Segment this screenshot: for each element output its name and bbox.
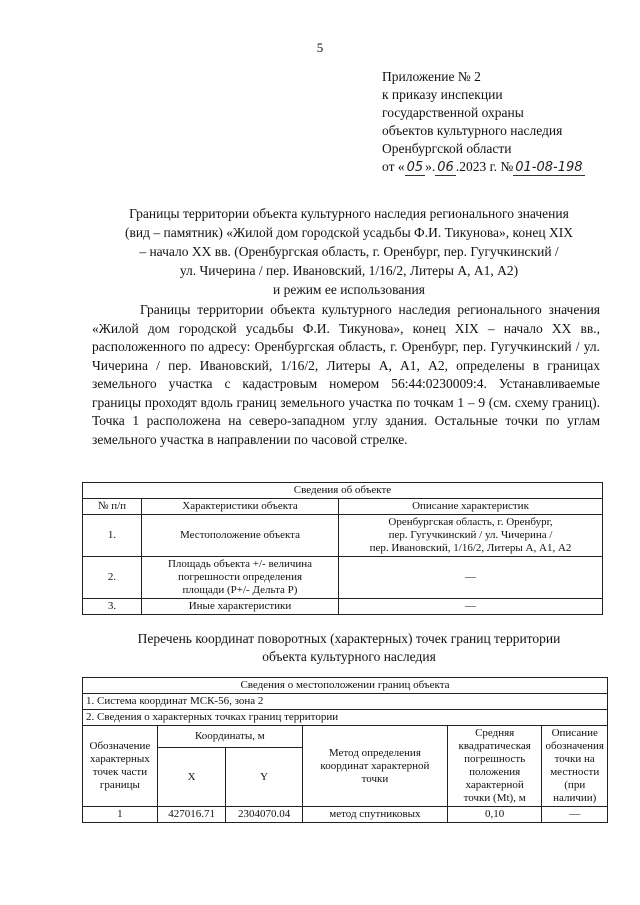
header-description <box>542 726 608 807</box>
column-header: Характеристики объекта <box>142 499 339 515</box>
row-description: — <box>339 557 603 599</box>
header-line: Описание <box>551 727 598 739</box>
table-row <box>83 807 608 823</box>
header-coordinates: Координаты, м <box>157 726 302 748</box>
header-point <box>83 726 158 807</box>
header-line: погрешность <box>464 753 526 765</box>
row-number: 1. <box>83 515 142 557</box>
row-number: 3. <box>83 599 142 615</box>
section-row: 2. Сведения о характерных точках границ территории <box>83 710 608 726</box>
appendix-line: объектов культурного наследия <box>382 123 563 138</box>
description-line: пер. Ивановский, 1/16/2, Литеры А, А1, А2 <box>369 542 572 554</box>
handwritten-month: 06 <box>437 160 454 175</box>
row-description <box>339 515 603 557</box>
header-y: Y <box>226 748 303 807</box>
header-line: местности <box>550 766 600 778</box>
header-line: обозначения <box>545 740 604 752</box>
cell-error: 0,10 <box>447 807 542 823</box>
heading-line: объекта культурного наследия <box>262 649 436 664</box>
appendix-line: Приложение № 2 <box>382 69 481 84</box>
title-line: и режим ее использования <box>273 282 425 297</box>
header-line: точки (Mt), м <box>463 792 526 804</box>
cell-method: метод спутниковых <box>302 807 447 823</box>
appendix-line: государственной охраны <box>382 105 524 120</box>
appendix-date-line <box>382 158 585 177</box>
table-row <box>83 599 603 615</box>
row-number: 2. <box>83 557 142 599</box>
heading-line: Перечень координат поворотных (характерных) точек границ территории <box>137 631 561 646</box>
row-characteristic <box>142 557 339 599</box>
header-line: (при <box>564 779 586 791</box>
date-mid: ». <box>425 159 436 174</box>
description-line: Оренбургская область, г. Оренбург, <box>388 516 553 528</box>
table-row <box>83 515 603 557</box>
coordinates-heading <box>84 630 614 666</box>
appendix-line: к приказу инспекции <box>382 87 503 102</box>
column-header: № п/п <box>83 499 142 515</box>
header-line: координат характерной <box>320 759 430 772</box>
appendix-header <box>382 68 585 177</box>
title-line: (вид – памятник) «Жилой дом городской усадьбы Ф.И. Тикунова», конец XIX <box>125 225 573 240</box>
header-line: Метод определения <box>328 746 421 759</box>
description-line: пер. Гугучкинский / ул. Чичерина / <box>388 529 553 541</box>
header-line: точки на <box>554 753 595 765</box>
header-line: характерных <box>90 753 150 765</box>
cell-y: 2304070.04 <box>226 807 303 823</box>
column-header: Описание характеристик <box>339 499 603 515</box>
title-line: – начало XX вв. (Оренбургская область, г. Оренбург, пер. Гугучкинский / <box>139 244 559 259</box>
header-line: положения <box>469 766 521 778</box>
section-row: 1. Система координат МСК-56, зона 2 <box>83 694 608 710</box>
table-caption: Сведения о местоположении границ объекта <box>83 678 608 694</box>
row-characteristic: Иные характеристики <box>142 599 339 615</box>
body-paragraph: Границы территории объекта культурного наследия регионального значения «Жилой дом городской усадьбы Ф.И. Тикунова», конец XIX – начало XX вв., расположенного по адресу: Оренбургская область, г. Оренбург, пер. Гугучкинский / ул. Чичерина / пер. Ивановский, 1/16/2, Литеры А, А1, А2, определены в границах земельного участка с кадастровым номером 56:44:0230009:4. Устанавливаемые границы проходят вдоль границ земельного участка по точкам 1 – 9 (см. схему границ). Точка 1 расположена на северо-западном углу здания. Остальные точки по углам земельного участка в направлении по часовой стрелке. <box>92 302 600 447</box>
header-line: границы <box>99 779 140 791</box>
header-line: наличии) <box>553 792 597 804</box>
header-line: Средняя <box>475 727 515 739</box>
header-line: характерной <box>465 779 524 791</box>
characteristic-line: Площадь объекта +/- величина <box>167 558 313 570</box>
row-characteristic: Местоположение объекта <box>142 515 339 557</box>
table-row <box>83 557 603 599</box>
handwritten-doc-number: 01-08-198 <box>515 160 583 175</box>
document-title <box>84 204 614 299</box>
cell-point: 1 <box>83 807 158 823</box>
object-info-table <box>82 482 603 615</box>
title-line: Границы территории объекта культурного наследия регионального значения <box>129 206 569 221</box>
cell-x: 427016.71 <box>157 807 226 823</box>
coordinates-table <box>82 677 608 823</box>
appendix-line: Оренбургской области <box>382 141 512 156</box>
header-line: квадратическая <box>458 740 531 752</box>
row-description: — <box>339 599 603 615</box>
page-number: 5 <box>316 40 324 55</box>
date-prefix: от « <box>382 159 405 174</box>
handwritten-day: 05 <box>406 160 424 175</box>
header-line: Обозначение <box>89 740 151 752</box>
cell-description: — <box>542 807 608 823</box>
title-line: ул. Чичерина / пер. Ивановский, 1/16/2, Литеры А, А1, А2) <box>179 263 519 278</box>
header-error <box>447 726 542 807</box>
header-method <box>302 726 447 807</box>
header-line: точек части <box>92 766 148 778</box>
header-line: точки <box>361 772 389 785</box>
header-x: X <box>157 748 226 807</box>
date-year: .2023 г. № <box>455 159 514 174</box>
characteristic-line: погрешности определения <box>177 571 303 583</box>
characteristic-line: площади (Р+/- Дельта Р) <box>182 584 298 596</box>
table-caption: Сведения об объекте <box>83 483 603 499</box>
